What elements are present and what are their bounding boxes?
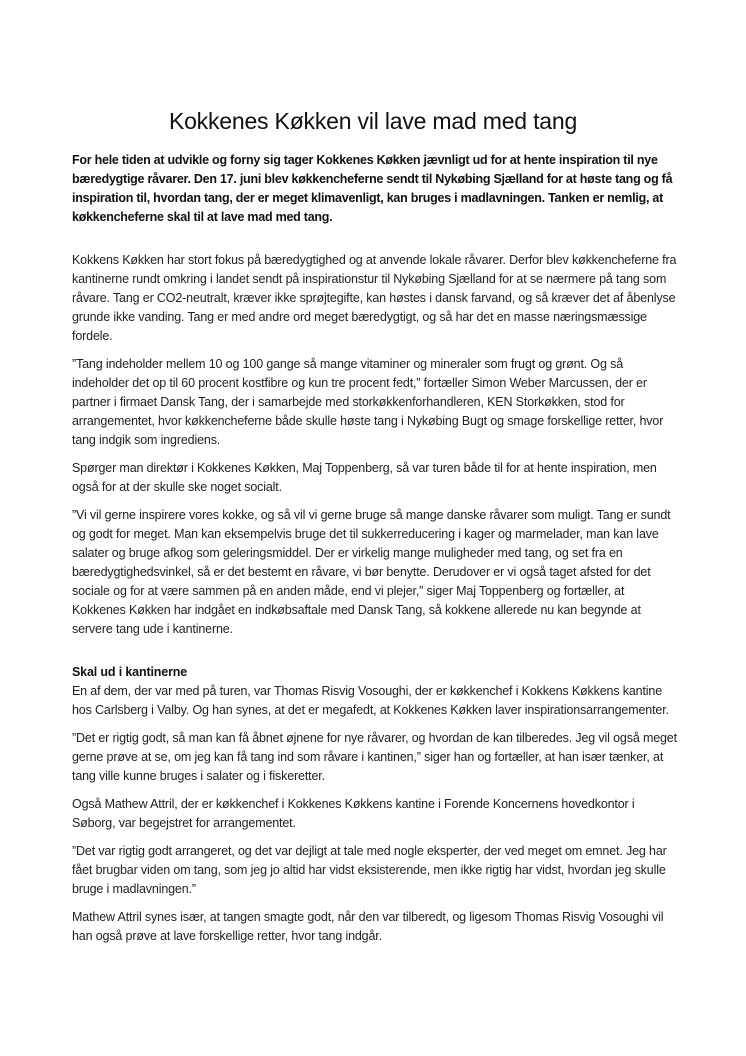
body-paragraph: Kokkens Køkken har stort fokus på bæredygtighed og at anvende lokale råvarer. Derfor blev køkkencheferne fra kantinerne rundt omkring i landet sendt på inspirationstur til Nykøbing Sjælland for at se nærmere på tang som råvare. Tang er CO2-neutralt, kræver ikke sprøjtegifte, kan høstes i dansk farvand, og så kræver det af åbenlyse grunde ikke vanding. Tang er med andre ord meget bæredygtigt, og så har det en masse næringsmæssige fordele. (72, 253, 677, 343)
body-paragraph: ”Det er rigtig godt, så man kan få åbnet øjnene for nye råvarer, og hvordan de kan tilberedes. Jeg vil også meget gerne prøve at se, om jeg kan få tang ind som råvare i kantinen,” siger han og fortæller, at han især tænker, at tang ville kunne bruges i salater og i fiskeretter. (72, 731, 677, 783)
body-paragraph: ”Det var rigtig godt arrangeret, og det var dejligt at tale med nogle eksperter, der ved meget om emnet. Jeg har fået brugbar viden om tang, som jeg jo altid har vidst eksisterende, men ikke rigtig har vidst, hvordan jeg skulle bruge i madlavningen.” (72, 844, 667, 896)
body-paragraph: ”Vi vil gerne inspirere vores kokke, og så vil vi gerne bruge så mange danske råvarer som muligt. Tang er sundt og godt for meget. Man kan eksempelvis bruge det til sukkerreducering i kager og marmelader, man kan lave salater og bruge afkog som geleringsmiddel. Der er virkelig mange muligheder med tang, og set fra en bæredygtighedsvinkel, så er det bestemt en råvare, vi bør benytte. Derudover er vi også taget afsted for det sociale og for at være sammen på en anden måde, end vi plejer,” siger Maj Toppenberg og fortæller, at Kokkenes Køkken har indgået en indkøbsaftale med Dansk Tang, så kokkene allerede nu kan begynde at servere tang ude i kantinerne. (72, 508, 671, 636)
section-heading: Skal ud i kantinerne (72, 665, 188, 679)
body-paragraph: ”Tang indeholder mellem 10 og 100 gange så mange vitaminer og mineraler som frugt og grønt. Og så indeholder det op til 60 procent kostfibre og kun tre procent fedt,” fortæller Simon Weber Marcussen, der er partner i firmaet Dansk Tang, der i samarbejde med storkøkkenforhandleren, KEN Storkøkken, stod for arrangementet, hvor køkkencheferne både skulle høste tang i Nykøbing Bugt og smage forskellige retter, hvor tang indgik som ingrediens. (72, 357, 664, 447)
article-lead: For hele tiden at udvikle og forny sig tager Kokkenes Køkken jævnligt ud for at hente inspiration til nye bæredygtige råvarer. Den 17. juni blev køkkencheferne sendt til Nykøbing Sjælland for at høste tang og få inspiration til, hvordan tang, der er meget klimavenligt, kan bruges i madlavningen. Tanken er nemlig, at køkkencheferne skal til at lave mad med tang. (72, 153, 673, 224)
body-paragraph: Spørger man direktør i Kokkenes Køkken, Maj Toppenberg, så var turen både til for at hente inspiration, men også for at der skulle ske noget socialt. (72, 461, 657, 494)
article-body (72, 151, 678, 955)
body-paragraph: Også Mathew Attril, der er køkkenchef i Kokkenes Køkkens kantine i Forende Koncernens hovedkontor i Søborg, var begejstret for arrangementet. (72, 797, 635, 830)
article-title: Kokkenes Køkken vil lave mad med tang (168, 108, 578, 134)
body-paragraph: En af dem, der var med på turen, var Thomas Risvig Vosoughi, der er køkkenchef i Kokkens Køkkens kantine hos Carlsberg i Valby. Og han synes, at det er megafedt, at Kokkenes Køkken laver inspirationsarrangementer. (72, 684, 669, 717)
body-paragraph: Mathew Attril synes især, at tangen smagte godt, når den var tilberedt, og ligesom Thomas Risvig Vosoughi vil han også prøve at lave forskellige retter, hvor tang indgår. (72, 910, 664, 943)
